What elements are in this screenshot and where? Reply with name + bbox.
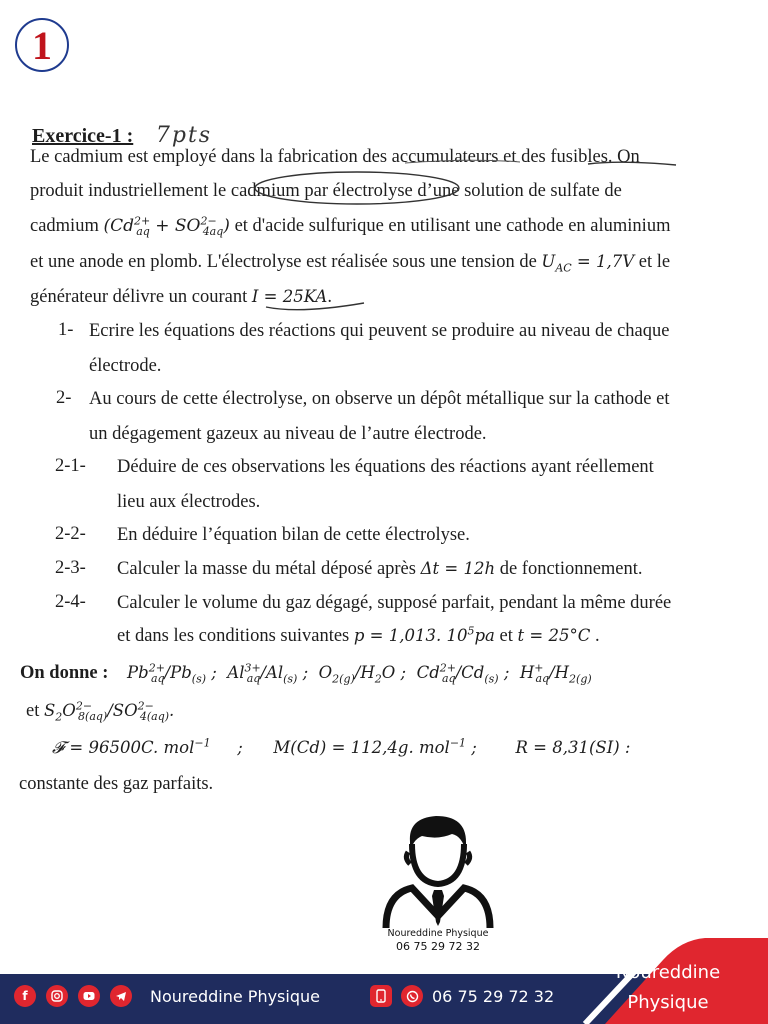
current-value: I = 25KA: [251, 287, 328, 306]
question-2-3-text-a: Calculer la masse du métal déposé après: [117, 559, 416, 579]
question-2-1-line-2: lieu aux électrodes.: [117, 492, 261, 512]
footer-brand-line-1: Noureddine: [615, 962, 721, 983]
temperature-value: t = 25°C: [517, 626, 591, 645]
question-2-4-line-2: [117, 625, 600, 647]
whatsapp-icon[interactable]: [401, 985, 423, 1007]
teacher-avatar-icon: [382, 812, 494, 930]
handwritten-points-note: 7pts: [155, 123, 213, 148]
cadmium-molar-mass: M(Cd) = 112,4g. mol$^{-1}$ ;: [273, 736, 477, 757]
voltage-value: $U_{AC} = 1,7V$: [541, 252, 635, 275]
telegram-icon[interactable]: [110, 985, 132, 1007]
question-2-1-line-1: Déduire de ces observations les équations des réactions ayant réellement: [117, 457, 654, 477]
page-number: 1: [32, 22, 52, 68]
question-number-2-2: 2-2-: [55, 524, 86, 544]
question-2-4-text-c: .: [594, 626, 600, 646]
question-number-1: 1-: [58, 320, 74, 340]
question-number-2: 2-: [56, 388, 72, 408]
current-underline: [266, 303, 364, 310]
constants-line: [52, 737, 630, 759]
given-label: On donne :: [20, 663, 109, 683]
question-number-2-1: 2-1-: [55, 456, 86, 476]
intro-text-3b: et d'acide sulfurique en utilisant une cathode en aluminium: [234, 216, 671, 236]
cadmium-sulfate-formula: $(Cd^{2+}_{aq} + SO^{2-}_{4aq})$: [103, 214, 230, 239]
exercise-title: Exercice-1 :: [32, 125, 134, 147]
persulfate-couple: $S_2O^{2-}_{8(aq)}/SO^{2-}_{4(aq)}$.: [43, 699, 175, 724]
question-2-line-1: Au cours de cette électrolyse, on observe un dépôt métallique sur la cathode et: [89, 389, 670, 409]
instagram-icon[interactable]: [46, 985, 68, 1007]
intro-text-4a: et une anode en plomb. L'électrolyse est réalisée sous une tension de: [30, 252, 537, 272]
question-2-2-line-1: En déduire l’équation bilan de cette électrolyse.: [117, 525, 470, 545]
question-2-3-line-1: [117, 558, 643, 580]
redox-couples: $Pb^{2+}_{aq}/Pb_{(s)}$ ; $Al^{3+}_{aq}/Al_{(s)}$ ; $O_{2(g)}/H_2O$ ; $Cd^{2+}_{aq}/Cd_{(s)}$ ; $H^+_{aq}/H_{2(g)}$: [127, 661, 592, 686]
question-2-line-2: un dégagement gazeux au niveau de l’autre électrode.: [89, 424, 487, 444]
intro-text-5b: .: [327, 287, 332, 307]
given-data-line-2: [26, 700, 174, 722]
faraday-constant: 𝓕 = 96500C. mol$^{-1}$: [52, 736, 211, 757]
question-number-2-3: 2-3-: [55, 558, 86, 578]
pressure-value: p = 1,013. $10^5pa$: [353, 624, 495, 645]
phone-icon[interactable]: [370, 985, 392, 1007]
question-1-line-2: électrode.: [89, 356, 162, 376]
watermark-name: Noureddine Physique: [387, 928, 489, 939]
facebook-icon[interactable]: f: [14, 985, 36, 1007]
footer-brand-line-2: Physique: [627, 992, 709, 1013]
footer-channel-name: Noureddine Physique: [150, 987, 320, 1006]
youtube-icon[interactable]: [78, 985, 100, 1007]
gas-constant: R = 8,31(SI) :: [515, 738, 631, 757]
footer-phone-number: 06 75 29 72 32: [432, 987, 555, 1006]
watermark-phone: 06 75 29 72 32: [396, 940, 480, 953]
intro-text-2: produit industriellement le cadmium par électrolyse d’une solution de sulfate de: [30, 181, 622, 201]
handwritten-annotations: [0, 0, 768, 320]
question-2-4-line-1: Calculer le volume du gaz dégagé, supposé parfait, pendant la même durée: [117, 593, 672, 613]
duration-value: Δt = 12h: [420, 559, 496, 578]
intro-text-3a: cadmium: [30, 216, 99, 236]
question-1-line-1: Ecrire les équations des réactions qui peuvent se produire au niveau de chaque: [89, 321, 670, 341]
given-data-line-1: [20, 662, 592, 684]
question-number-2-4: 2-4-: [55, 592, 86, 612]
separator-1: ;: [237, 738, 243, 757]
question-2-4-text-a: et dans les conditions suivantes: [117, 626, 350, 646]
accumulateurs-underline: [405, 160, 520, 163]
question-2-3-text-b: de fonctionnement.: [499, 559, 643, 579]
constant-label: constante des gaz parfaits.: [19, 774, 214, 794]
intro-text-4b: et le: [638, 252, 671, 272]
question-2-4-text-b: et: [499, 626, 513, 646]
given-and: et: [26, 701, 40, 721]
intro-text-5a: générateur délivre un courant: [30, 287, 248, 307]
fusibles-underline: [588, 162, 676, 165]
intro-text-1: Le cadmium est employé dans la fabrication des accumulateurs et des fusibles. On: [30, 147, 640, 167]
cadmium-electrolysis-circle: [255, 172, 459, 204]
